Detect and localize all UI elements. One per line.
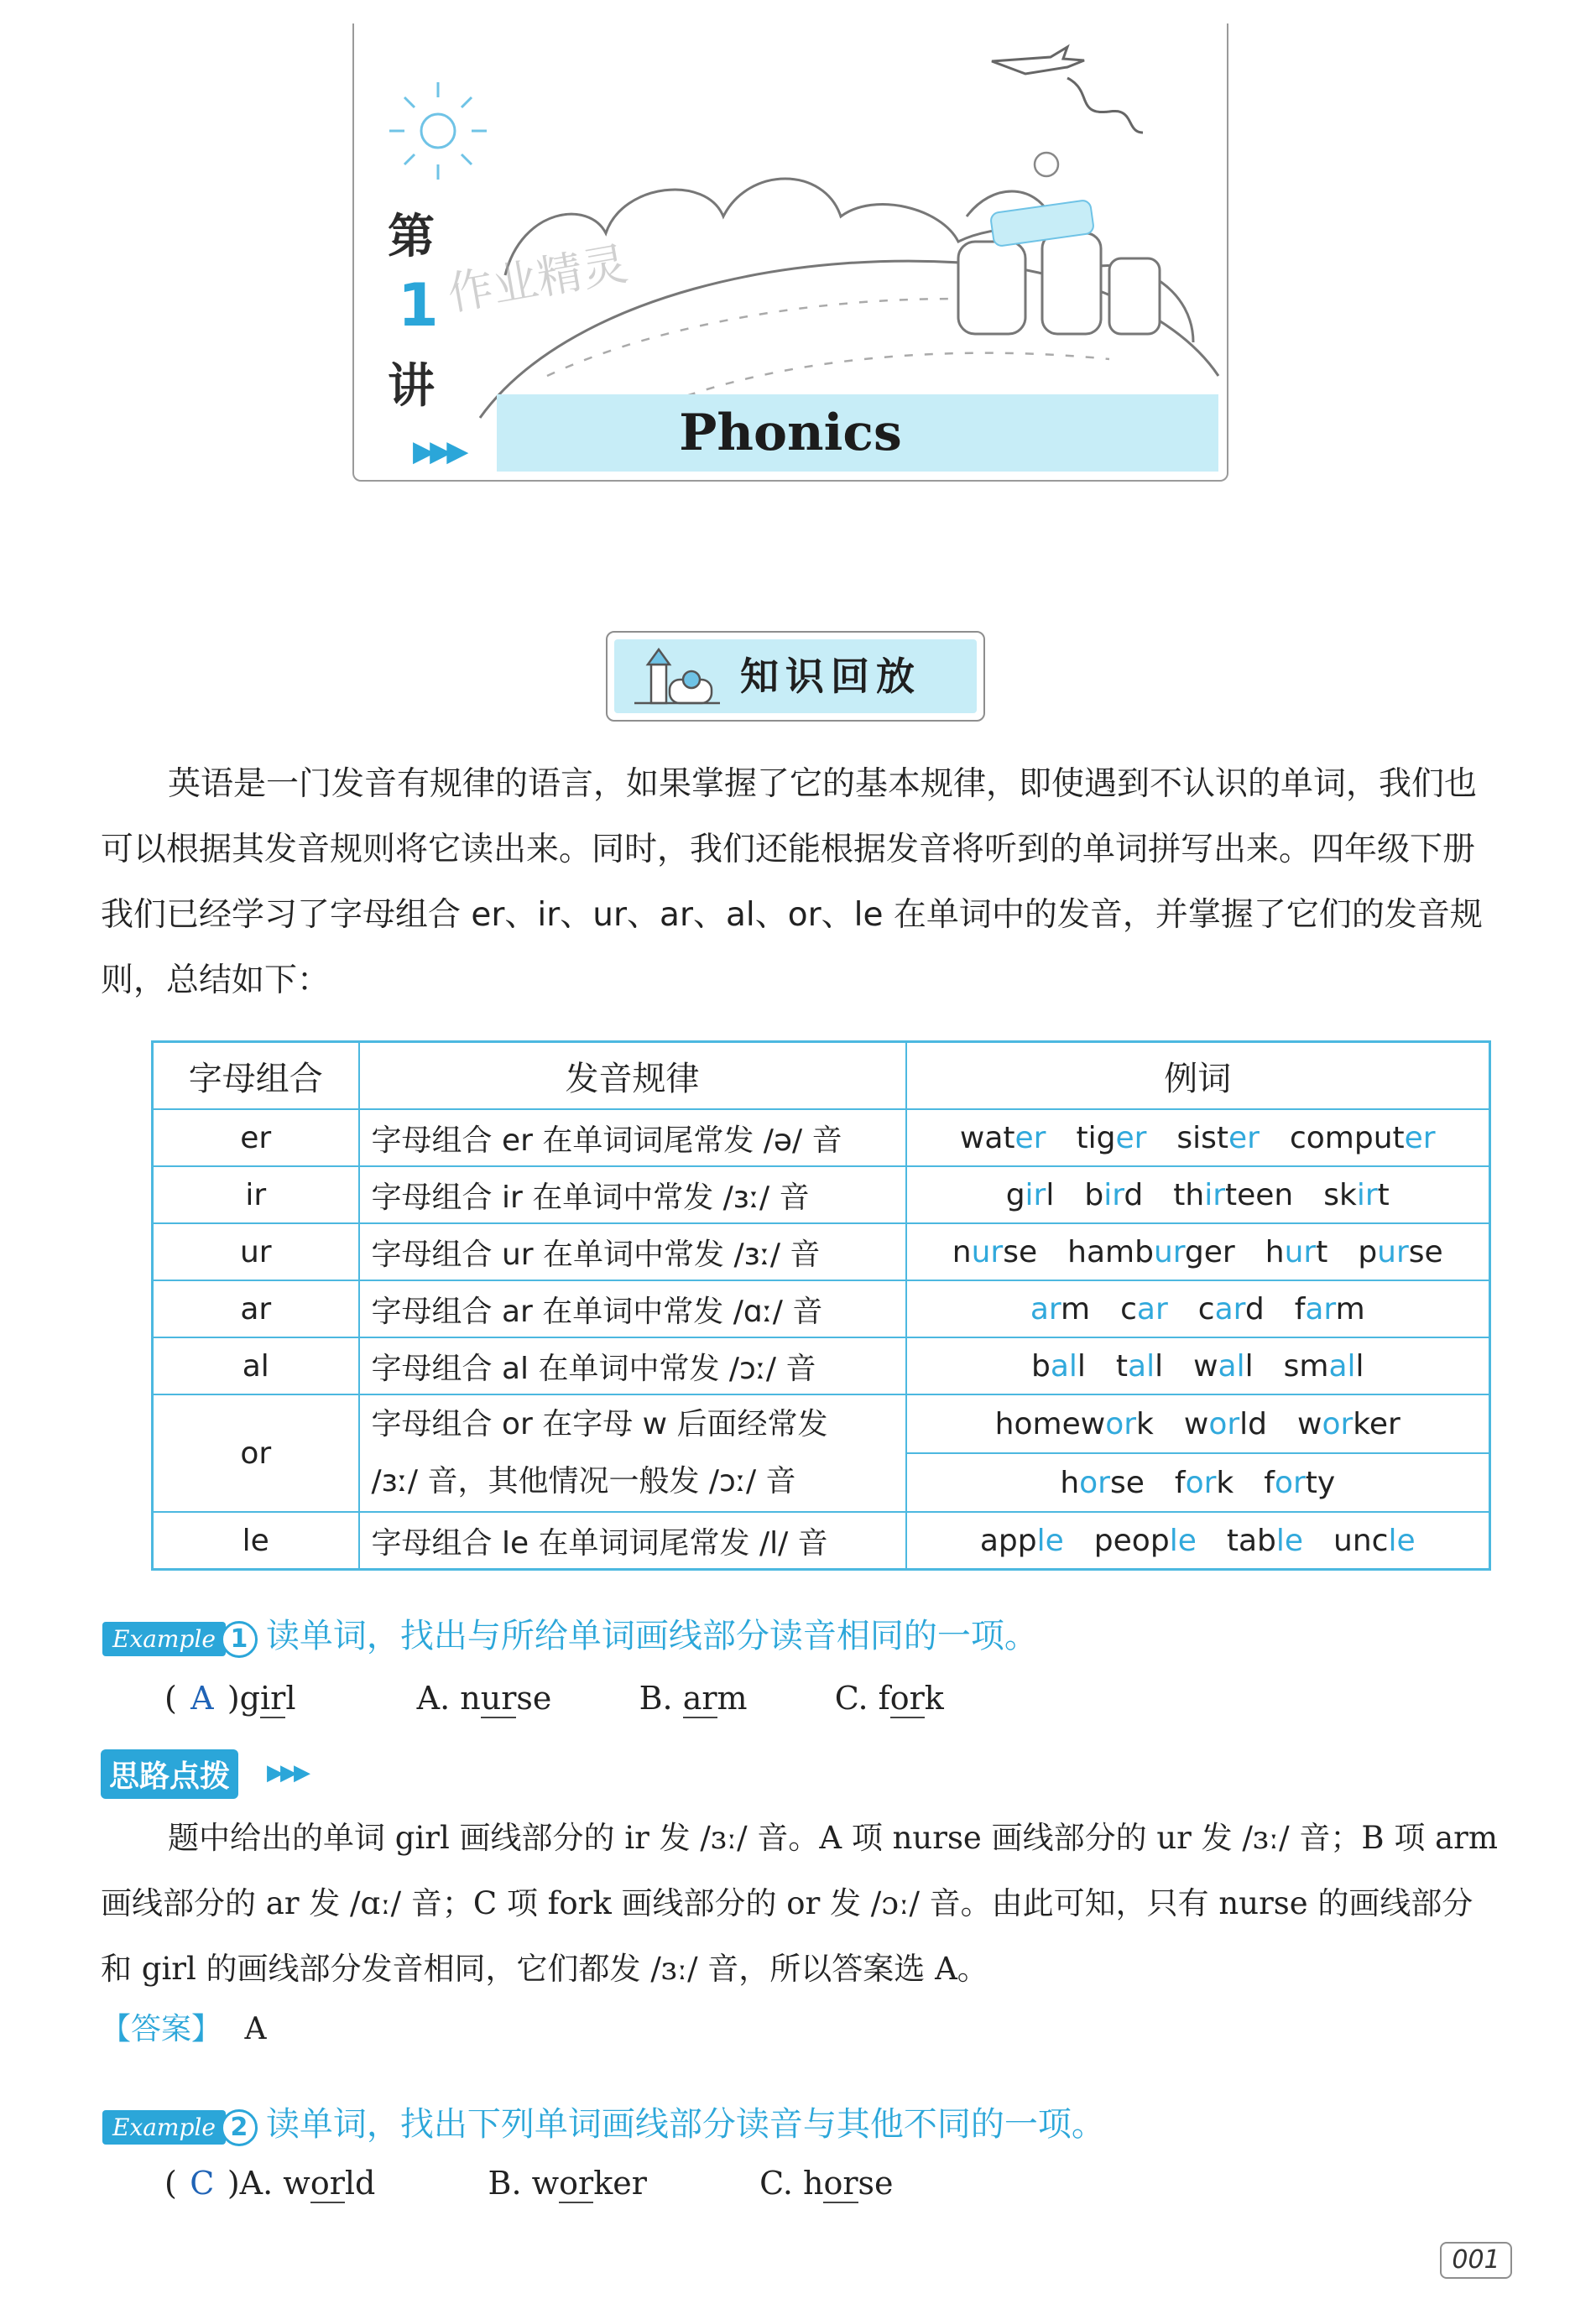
rule-cell: 字母组合 ir 在单词中常发 /ɜː/ 音 xyxy=(359,1166,906,1223)
intro-paragraph: 英语是一门发音有规律的语言，如果掌握了它的基本规律，即使遇到不认识的单词，我们也可以根据其发音规则将它读出来。同时，我们还能根据发音将听到的单词拼写出来。四年级下册我们已经学习了字母组合 er、ir、ur、ar、al、or、le 在单词中的发音，并掌握了它们的发音规则，总结如下： xyxy=(101,765,1483,999)
given-word: girl xyxy=(239,1680,296,1717)
header-rule: 发音规律 xyxy=(359,1042,906,1110)
example-number: 2 xyxy=(221,2109,258,2146)
example-word: farm xyxy=(1294,1291,1365,1327)
example-word: world xyxy=(1183,1406,1268,1441)
paren-open: ( xyxy=(164,1680,177,1717)
hint-arrows-icon: ▶▶▶ xyxy=(267,1760,307,1785)
paren-close: ) xyxy=(227,2165,240,2202)
table-row xyxy=(153,1166,1490,1223)
example-word: bird xyxy=(1084,1177,1144,1212)
example-word: homework xyxy=(994,1406,1154,1441)
page-number: 001 xyxy=(1440,2242,1512,2279)
watermark: 作业精灵 xyxy=(443,237,632,321)
page-title: Phonics xyxy=(679,404,902,462)
header-combo: 字母组合 xyxy=(153,1042,359,1110)
rule-cell: 字母组合 ur 在单词中常发 /ɜː/ 音 xyxy=(359,1223,906,1280)
example-word: skirt xyxy=(1323,1177,1390,1212)
header-examples: 例词 xyxy=(906,1042,1490,1110)
table-row xyxy=(153,1223,1490,1280)
example-number: 1 xyxy=(221,1621,258,1658)
section-badge xyxy=(606,631,985,722)
option-a: A. nurse xyxy=(416,1680,552,1717)
table-row xyxy=(153,1109,1490,1166)
airplane-icon xyxy=(992,47,1143,133)
example-word: small xyxy=(1283,1348,1364,1384)
combo-cell: er xyxy=(153,1109,359,1166)
example-word: water xyxy=(959,1120,1046,1155)
castle-icon xyxy=(626,646,727,708)
examples-cell xyxy=(906,1166,1490,1223)
lesson-prefix: 第 xyxy=(388,210,435,264)
examples-cell xyxy=(906,1109,1490,1166)
example-word: card xyxy=(1197,1291,1265,1327)
rule-cell: 字母组合 al 在单词中常发 /ɔː/ 音 xyxy=(359,1337,906,1394)
rule-cell: 字母组合 le 在单词词尾常发 /l/ 音 xyxy=(359,1512,906,1570)
combo-cell: al xyxy=(153,1337,359,1394)
lesson-banner xyxy=(352,23,1228,482)
table-row-or-1 xyxy=(153,1394,1490,1453)
answer-value: A xyxy=(244,2012,267,2046)
example-word: horse xyxy=(1060,1465,1145,1500)
example-word: worker xyxy=(1297,1406,1400,1441)
hint-text: 题中给出的单词 girl 画线部分的 ir 发 /ɜː/ 音。A 项 nurse 画线部分的 ur 发 /ɜː/ 音；B 项 arm 画线部分的 ar 发 /ɑː/ 音；C 项 fork 画线部分的 or 发 /ɔː/ 音。由此可知，只有 nurse 的画线部分和 girl 的画线部分发音相同，它们都发 /ɜː/ 音，所以答案选 A。 xyxy=(101,1820,1498,1987)
example-word: nurse xyxy=(952,1234,1038,1269)
example-word: ball xyxy=(1030,1348,1086,1384)
example-word: tall xyxy=(1115,1348,1164,1384)
example-word: girl xyxy=(1005,1177,1055,1212)
example-word: hurt xyxy=(1265,1234,1328,1269)
table-header-row xyxy=(153,1042,1490,1110)
table-row xyxy=(153,1512,1490,1570)
example-word: computer xyxy=(1289,1120,1436,1155)
rule-line-1: 字母组合 or 在字母 w 后面经常发 xyxy=(371,1407,828,1441)
rule-cell: 字母组合 er 在单词词尾常发 /ə/ 音 xyxy=(359,1109,906,1166)
example-word: purse xyxy=(1358,1234,1443,1269)
lesson-number: 1 xyxy=(398,271,439,340)
title-band xyxy=(497,394,1218,472)
example-1-heading xyxy=(102,1609,1038,1658)
example-2-heading xyxy=(102,2098,1105,2146)
example-word: fork xyxy=(1174,1465,1234,1500)
example-word: uncle xyxy=(1333,1523,1416,1558)
table-body xyxy=(153,1109,1490,1570)
combo-cell: le xyxy=(153,1512,359,1570)
example-word: thirteen xyxy=(1173,1177,1294,1212)
combo-cell: ir xyxy=(153,1166,359,1223)
example-2-question xyxy=(164,2165,894,2202)
example-prompt: 读单词，找出与所给单词画线部分读音相同的一项。 xyxy=(265,1617,1038,1655)
example-word: table xyxy=(1226,1523,1304,1558)
section-title: 知识回放 xyxy=(740,654,921,699)
paren-close: ) xyxy=(227,1680,240,1717)
examples-cell xyxy=(906,1337,1490,1394)
combo-cell: or xyxy=(153,1394,359,1512)
examples-cell xyxy=(906,1223,1490,1280)
examples-cell xyxy=(906,1280,1490,1337)
table-row xyxy=(153,1337,1490,1394)
answer-line xyxy=(101,2005,266,2048)
example-word: sister xyxy=(1176,1120,1260,1155)
option-b: B. worker xyxy=(488,2165,647,2202)
example-word: people xyxy=(1093,1523,1197,1558)
example-word: hamburger xyxy=(1067,1234,1235,1269)
examples-cell xyxy=(906,1394,1490,1453)
example-word: tiger xyxy=(1076,1120,1147,1155)
rule-line-2: /ɜː/ 音，其他情况一般发 /ɔː/ 音 xyxy=(371,1464,796,1499)
examples-cell xyxy=(906,1512,1490,1570)
lesson-suffix: 讲 xyxy=(388,359,435,414)
example-badge: Example xyxy=(102,2110,226,2145)
section-badge-band xyxy=(614,639,977,713)
example-word: car xyxy=(1120,1291,1168,1327)
small-sun-icon xyxy=(1035,153,1058,176)
option-c: C. fork xyxy=(834,1680,944,1717)
option-a: A. world xyxy=(239,2165,376,2202)
example-word: wall xyxy=(1193,1348,1254,1384)
example-1-question xyxy=(164,1680,944,1717)
hint-badge: 思路点拨 xyxy=(101,1749,238,1799)
answer-label: 【答案】 xyxy=(101,2012,222,2046)
paren-open: ( xyxy=(164,2165,177,2202)
examples-cell xyxy=(906,1453,1490,1512)
answer-mark: A xyxy=(190,1680,214,1717)
example-badge: Example xyxy=(102,1622,226,1656)
example-word: forty xyxy=(1264,1465,1336,1500)
table-row xyxy=(153,1280,1490,1337)
example-word: arm xyxy=(1030,1291,1091,1327)
answer-mark: C xyxy=(190,2165,215,2202)
option-b: B. arm xyxy=(639,1680,748,1717)
phonics-rules-table xyxy=(151,1040,1491,1571)
arrows-icon: ▶▶▶ xyxy=(413,435,464,468)
rule-cell: 字母组合 ar 在单词中常发 /ɑː/ 音 xyxy=(359,1280,906,1337)
combo-cell: ar xyxy=(153,1280,359,1337)
option-c: C. horse xyxy=(759,2165,894,2202)
combo-cell: ur xyxy=(153,1223,359,1280)
rule-cell xyxy=(359,1394,906,1512)
sun-icon xyxy=(389,82,487,180)
example-prompt: 读单词，找出下列单词画线部分读音与其他不同的一项。 xyxy=(265,2105,1105,2144)
example-word: apple xyxy=(979,1523,1064,1558)
